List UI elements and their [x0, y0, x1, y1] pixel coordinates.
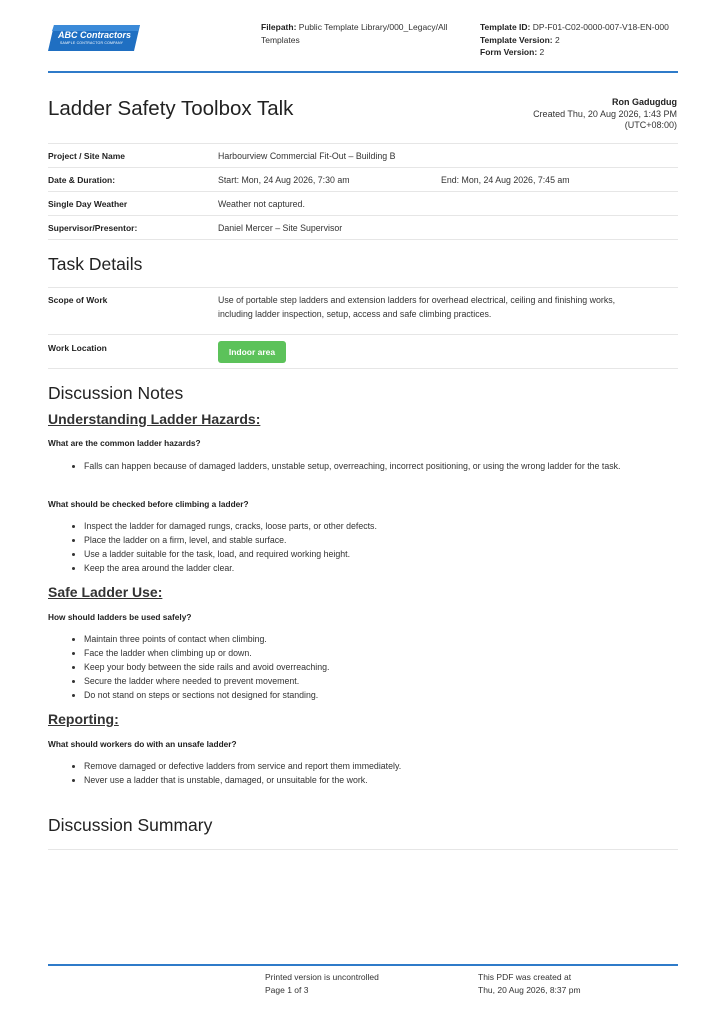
logo-name: ABC Contractors [58, 30, 132, 40]
list-item: • Keep your body between the side rails and avoid overreaching. [84, 660, 684, 674]
answer-list [62, 519, 684, 575]
supervisor-label: Supervisor/Presentor: [48, 223, 138, 233]
pdf-created-date: Thu, 20 Aug 2026, 8:37 pm [478, 985, 581, 995]
list-item: • Use a ladder suitable for the task, load, and required working height. [84, 547, 684, 561]
section-title: Safe Ladder Use: [48, 584, 163, 600]
list-item: • Face the ladder when climbing up or down. [84, 646, 684, 660]
section-title: Reporting: [48, 711, 119, 727]
scope-label: Scope of Work [48, 295, 108, 305]
divider [48, 167, 678, 168]
template-info: Template ID: DP-F01-C02-0000-007-V18-EN-000 Template Version: 2 Form Version: 2 [480, 22, 669, 57]
task-details-heading: Task Details [48, 254, 143, 274]
date-label: Date & Duration: [48, 175, 116, 185]
answer-list [62, 759, 684, 787]
weather-value: Weather not captured. [218, 199, 305, 209]
section-title: Understanding Ladder Hazards: [48, 411, 261, 427]
end-value: End: Mon, 24 Aug 2026, 7:45 am [441, 175, 570, 185]
question: What should be checked before climbing a ladder? [48, 499, 249, 509]
divider [48, 334, 678, 335]
weather-label: Single Day Weather [48, 199, 128, 209]
answer-list [62, 459, 684, 473]
author-name: Ron Gadugdug [612, 97, 677, 107]
divider [48, 239, 678, 240]
list-item: • Remove damaged or defective ladders from service and report them immediately. [84, 759, 684, 773]
start-value: Start: Mon, 24 Aug 2026, 7:30 am [218, 175, 350, 185]
footer-left [265, 971, 379, 997]
author-block [533, 97, 677, 132]
discussion-summary-heading: Discussion Summary [48, 815, 213, 835]
question: What are the common ladder hazards? [48, 438, 201, 448]
location-label: Work Location [48, 343, 107, 353]
list-item: • Never use a ladder that is unstable, damaged, or unsuitable for the work. [84, 773, 684, 787]
location-badge: Indoor area [218, 341, 286, 363]
header-rule [48, 71, 678, 73]
uncontrolled-note: Printed version is uncontrolled [265, 972, 379, 982]
list-item: • Place the ladder on a firm, level, and stable surface. [84, 533, 684, 547]
list-item: • Do not stand on steps or sections not designed for standing. [84, 688, 684, 702]
answer-list [62, 632, 684, 702]
list-item: • Inspect the ladder for damaged rungs, cracks, loose parts, or other defects. [84, 519, 684, 533]
divider [48, 849, 678, 850]
created-date: Created Thu, 20 Aug 2026, 1:43 PM [533, 108, 677, 119]
list-item: • Maintain three points of contact when climbing. [84, 632, 684, 646]
page-title: Ladder Safety Toolbox Talk [48, 97, 294, 120]
filepath: Filepath: Public Template Library/000_Legacy/All Templates [261, 22, 448, 45]
list-item: • Keep the area around the ladder clear. [84, 561, 684, 575]
question: What should workers do with an unsafe ladder? [48, 739, 237, 749]
logo-tagline: SAMPLE CONTRACTOR COMPANY [60, 41, 124, 45]
divider [48, 191, 678, 192]
footer-rule [48, 964, 678, 966]
scope-value: Use of portable step ladders and extension ladders for overhead electrical, ceiling and finishing works, including ladder inspection, setup, access and safe climbing practices. [218, 295, 616, 319]
page-number: Page 1 of 3 [265, 985, 309, 995]
divider [48, 143, 678, 144]
project-value: Harbourview Commercial Fit-Out – Building B [218, 151, 396, 161]
pdf-created-label: This PDF was created at [478, 972, 572, 982]
divider [48, 287, 678, 288]
discussion-notes-heading: Discussion Notes [48, 383, 184, 403]
timezone: (UTC+08:00) [624, 120, 677, 130]
divider [48, 368, 678, 369]
supervisor-value: Daniel Mercer – Site Supervisor [218, 223, 343, 233]
question: How should ladders be used safely? [48, 612, 192, 622]
project-label: Project / Site Name [48, 151, 126, 161]
divider [48, 215, 678, 216]
list-item: • Secure the ladder where needed to prevent movement. [84, 674, 684, 688]
footer-right [478, 971, 581, 997]
list-item: • Falls can happen because of damaged ladders, unstable setup, overreaching, incorrect positioning, or using the wrong ladder for the task. [84, 459, 684, 473]
